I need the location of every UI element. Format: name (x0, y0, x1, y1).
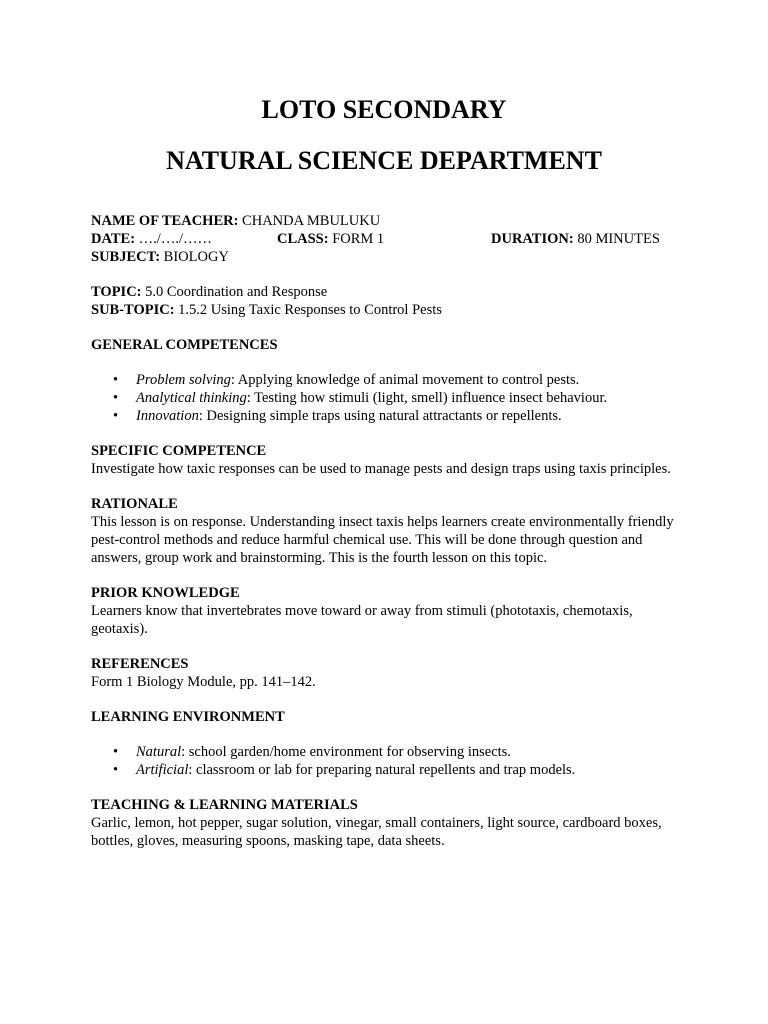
competence-term: Analytical thinking (136, 390, 247, 406)
general-competences-heading: GENERAL COMPETENCES (91, 337, 278, 353)
competence-text: : Designing simple traps using natural attractants or repellents. (198, 408, 562, 424)
learning-environment-heading: LEARNING ENVIRONMENT (91, 709, 285, 725)
list-item (91, 761, 681, 779)
subject-label: SUBJECT: (91, 249, 161, 265)
bullet-icon: • (113, 390, 119, 406)
subtopic-label: SUB-TOPIC: (91, 302, 175, 318)
bullet-icon: • (113, 762, 119, 778)
teacher-row (91, 212, 681, 230)
environment-text: : classroom or lab for preparing natural repellents and trap models. (188, 762, 576, 778)
environment-text: : school garden/home environment for observing insects. (181, 744, 511, 760)
lesson-plan-body (91, 212, 681, 850)
materials-heading: TEACHING & LEARNING MATERIALS (91, 797, 358, 813)
subtopic-row (91, 301, 681, 319)
materials-text: Garlic, lemon, hot pepper, sugar solution, vinegar, small containers, light source, cardboard boxes, bottles, gloves, measuring spoons, masking tape, data sheets. (91, 815, 662, 849)
general-competences-list (91, 371, 681, 425)
bullet-icon: • (113, 372, 119, 388)
competence-term: Innovation (136, 408, 199, 424)
list-item (91, 389, 681, 407)
rationale-heading: RATIONALE (91, 496, 178, 512)
environment-term: Artificial (136, 762, 189, 778)
duration-value: 80 MINUTES (577, 231, 660, 247)
school-name: LOTO SECONDARY (261, 95, 507, 124)
teacher-label: NAME OF TEACHER: (91, 213, 239, 229)
duration-label: DURATION: (491, 231, 574, 247)
prior-knowledge-text: Learners know that invertebrates move toward or away from stimuli (phototaxis, chemotaxis, geotaxis). (91, 603, 633, 637)
specific-competence-heading: SPECIFIC COMPETENCE (91, 443, 267, 459)
rationale-text: This lesson is on response. Understanding insect taxis helps learners create environmentally friendly pest-control methods and reduce harmful chemical use. This will be done through question and answers, group work and brainstorming. This is the fourth lesson on this topic. (91, 514, 674, 566)
subtopic-value: 1.5.2 Using Taxic Responses to Control Pests (178, 302, 442, 318)
competence-text: : Testing how stimuli (light, smell) influence insect behaviour. (246, 390, 608, 406)
date-class-duration-row (91, 230, 681, 248)
references-text: Form 1 Biology Module, pp. 141–142. (91, 674, 316, 690)
references-heading: REFERENCES (91, 656, 189, 672)
list-item (91, 743, 681, 761)
date-label: DATE: (91, 231, 136, 247)
topic-value: 5.0 Coordination and Response (145, 284, 328, 300)
class-field (277, 230, 384, 248)
list-item (91, 371, 681, 389)
learning-environment-list (91, 743, 681, 779)
class-label: CLASS: (277, 231, 329, 247)
duration-field (491, 230, 660, 248)
competence-text: : Applying knowledge of animal movement to control pests. (230, 372, 580, 388)
bullet-icon: • (113, 744, 119, 760)
specific-competence-text: Investigate how taxic responses can be used to manage pests and design traps using taxis principles. (91, 461, 671, 477)
list-item (91, 407, 681, 425)
teacher-value: CHANDA MBULUKU (242, 213, 381, 229)
topic-label: TOPIC: (91, 284, 142, 300)
department-title: NATURAL SCIENCE DEPARTMENT (166, 146, 602, 175)
competence-term: Problem solving (136, 372, 231, 388)
topic-row (91, 283, 681, 301)
class-value: FORM 1 (332, 231, 385, 247)
date-value: …./…./…… (138, 231, 212, 247)
bullet-icon: • (113, 408, 119, 424)
environment-term: Natural (136, 744, 182, 760)
prior-knowledge-heading: PRIOR KNOWLEDGE (91, 585, 240, 601)
subject-row (91, 248, 681, 266)
subject-value: BIOLOGY (163, 249, 229, 265)
